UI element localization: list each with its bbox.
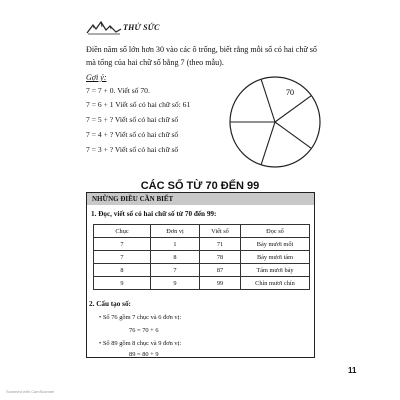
number-table [93, 224, 310, 290]
table-cell: 9 [151, 277, 200, 290]
table-cell: 7 [94, 251, 151, 264]
hint-line: 7 = 4 + ? Viết số có hai chữ số [86, 130, 179, 139]
hint-label: Gợi ý: [86, 73, 107, 82]
table-row [94, 277, 310, 290]
table-cell: 8 [94, 264, 151, 277]
exercise-instructions: Điền năm số lớn hơn 30 vào các ô trống, biết rằng mỗi số có hai chữ số mà tổng của hai chữ số bằng 7 (theo mẫu). [86, 45, 317, 67]
table-header-cell: Đọc số [241, 225, 310, 238]
table-header-row [94, 225, 310, 238]
knowledge-box [86, 192, 315, 358]
table-cell: 1 [151, 238, 200, 251]
bullet-dot-icon: • [99, 314, 102, 321]
bullet-dot-icon: • [99, 340, 102, 347]
table-cell: Bảy mươi mốt [241, 238, 310, 251]
pie-segment-label: 70 [286, 88, 294, 97]
bullet-item [99, 314, 181, 321]
table-cell: 7 [94, 238, 151, 251]
hint-line: 7 = 5 + ? Viết số có hai chữ số [86, 115, 179, 124]
hint-line: 7 = 3 + ? Viết số có hai chữ số [86, 145, 179, 154]
table-cell: Chín mươi chín [241, 277, 310, 290]
table-cell: Tám mươi bảy [241, 264, 310, 277]
bullet-text: Số 76 gồm 7 chục và 6 đơn vị: [102, 314, 182, 321]
bullet-text: Số 89 gồm 8 chục và 9 đơn vị: [102, 340, 182, 347]
table-cell: 8 [151, 251, 200, 264]
table-cell: 87 [200, 264, 241, 277]
formula-line: 76 = 70 + 6 [129, 327, 159, 334]
page-number: 11 [348, 366, 357, 375]
pie-divider [275, 122, 311, 148]
formula-line: 89 = 80 + 9 [129, 351, 159, 358]
table-cell: 9 [94, 277, 151, 290]
part-title: 2. Cấu tạo số: [89, 300, 131, 308]
table-cell: Bảy mươi tám [241, 251, 310, 264]
section-heading: THỬ SỨC [123, 23, 160, 32]
bullet-item [99, 340, 181, 347]
table-header-cell: Viết số [200, 225, 241, 238]
pie-divider [261, 122, 275, 165]
table-cell: 71 [200, 238, 241, 251]
pie-divider [261, 79, 275, 122]
hint-line: 7 = 6 + 1 Viết số có hai chữ số: 61 [86, 100, 191, 109]
table-header-cell: Chục [94, 225, 151, 238]
table-cell: 7 [151, 264, 200, 277]
table-cell: 78 [200, 251, 241, 264]
pie-divider [275, 96, 311, 122]
part-title: 1. Đọc, viết số có hai chữ số từ 70 đến 99: [91, 210, 217, 218]
table-cell: 99 [200, 277, 241, 290]
table-header-cell: Đơn vị [151, 225, 200, 238]
scanner-watermark: Scanned with CamScanner [6, 389, 55, 394]
table-row [94, 251, 310, 264]
table-row [94, 238, 310, 251]
hint-line: 7 = 7 + 0. Viết số 70. [86, 86, 150, 95]
lesson-title: CÁC SỐ TỪ 70 ĐẾN 99 [140, 180, 260, 192]
number-pie-diagram [228, 75, 322, 169]
table-row [94, 264, 310, 277]
mountain-doodle-icon [86, 19, 122, 35]
box-header: NHỮNG ĐIỀU CẦN BIẾT [87, 193, 314, 205]
